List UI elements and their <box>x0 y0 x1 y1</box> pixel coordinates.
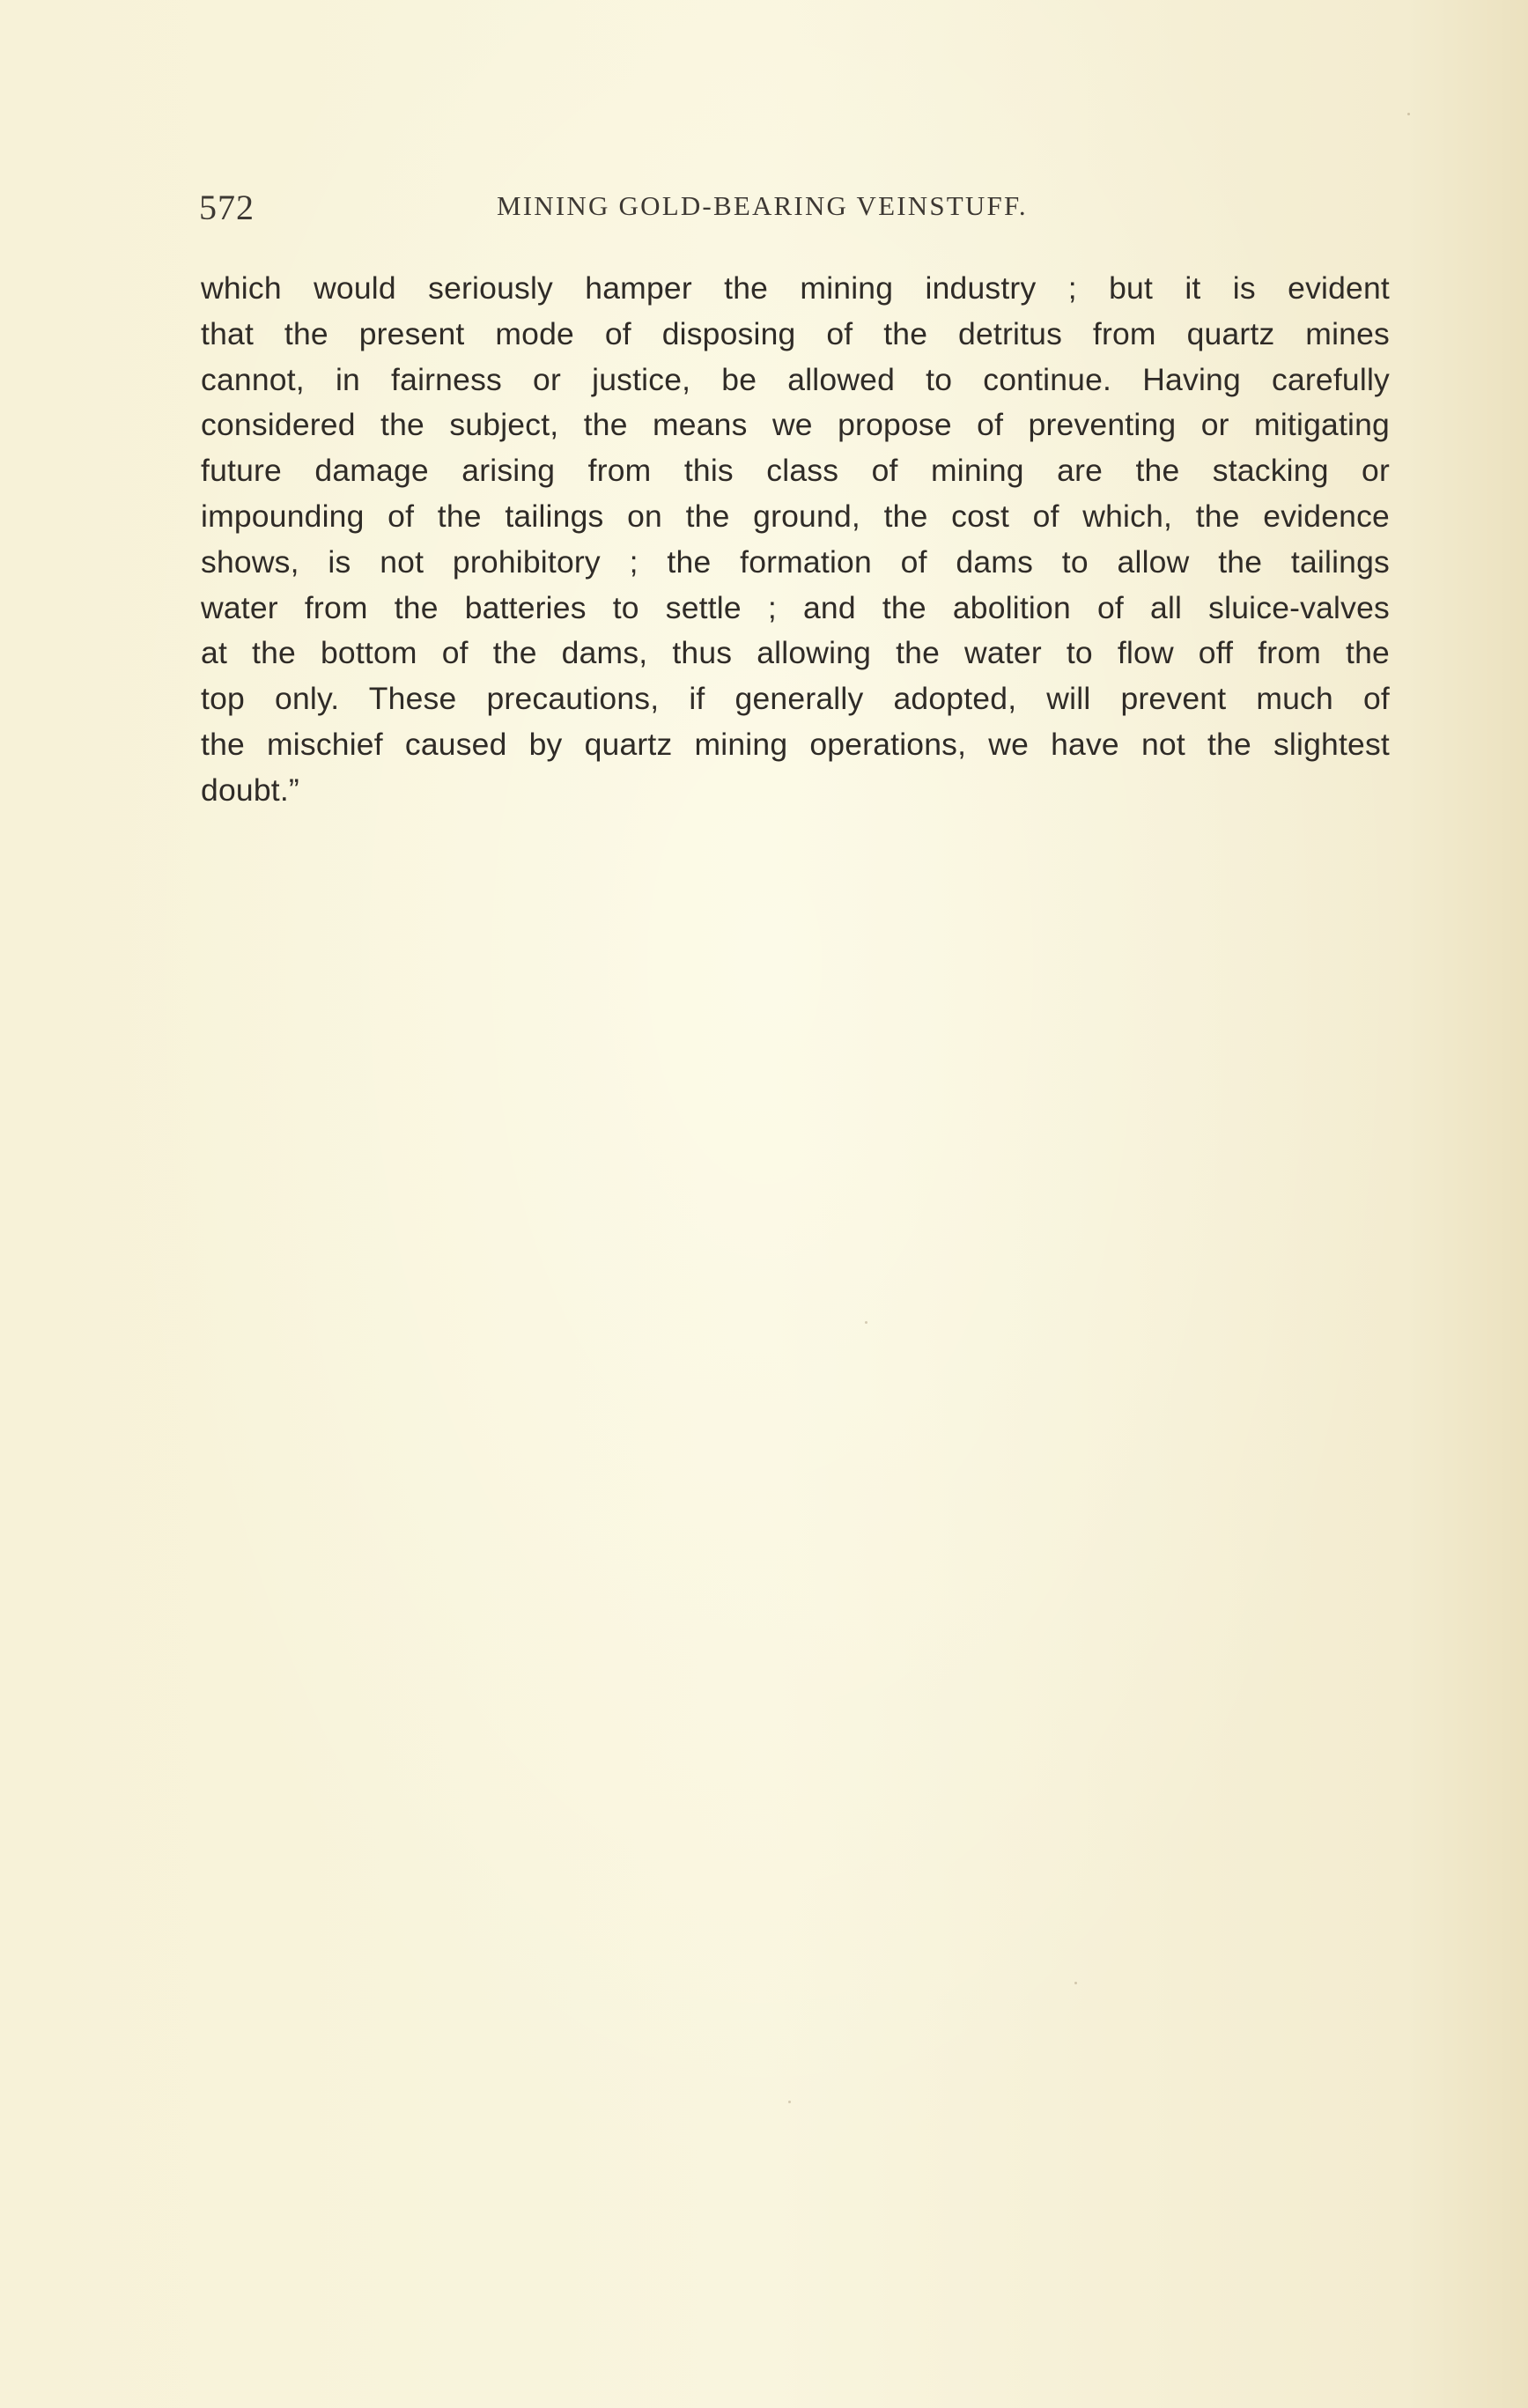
text-line: doubt.” <box>201 772 299 808</box>
text-line: shows, is not prohibitory ; the formation of dams to allow the tailings <box>201 543 1390 580</box>
text-line: considered the subject, the means we propose of preventing or mitigating <box>201 407 1390 443</box>
page-header <box>199 187 1390 231</box>
text-line: impounding of the tailings on the ground, the cost of which, the evidence <box>201 498 1390 534</box>
page-number: 572 <box>199 188 255 227</box>
running-head: MINING GOLD-BEARING VEINSTUFF. <box>497 190 1028 221</box>
paper-speck <box>788 2101 791 2103</box>
text-line: that the present mode of disposing of the detritus from quartz mines <box>201 315 1390 351</box>
paper-speck <box>1407 113 1410 115</box>
text-line: the mischief caused by quartz mining operations, we have not the slightest <box>201 726 1390 762</box>
text-line: cannot, in fairness or justice, be allowed to continue. Having carefully <box>201 361 1390 397</box>
paper-speck <box>865 1321 867 1324</box>
body-paragraph <box>201 266 1390 814</box>
text-line: which would seriously hamper the mining industry ; but it is evident <box>201 270 1390 306</box>
paper-speck <box>1074 1982 1077 1984</box>
text-line: future damage arising from this class of mining are the stacking or <box>201 453 1390 489</box>
text-line: water from the batteries to settle ; and the abolition of all sluice-valves <box>201 589 1390 625</box>
text-line: at the bottom of the dams, thus allowing the water to flow off from the <box>201 635 1390 671</box>
text-line: top only. These precautions, if generally adopted, will prevent much of <box>201 681 1390 717</box>
